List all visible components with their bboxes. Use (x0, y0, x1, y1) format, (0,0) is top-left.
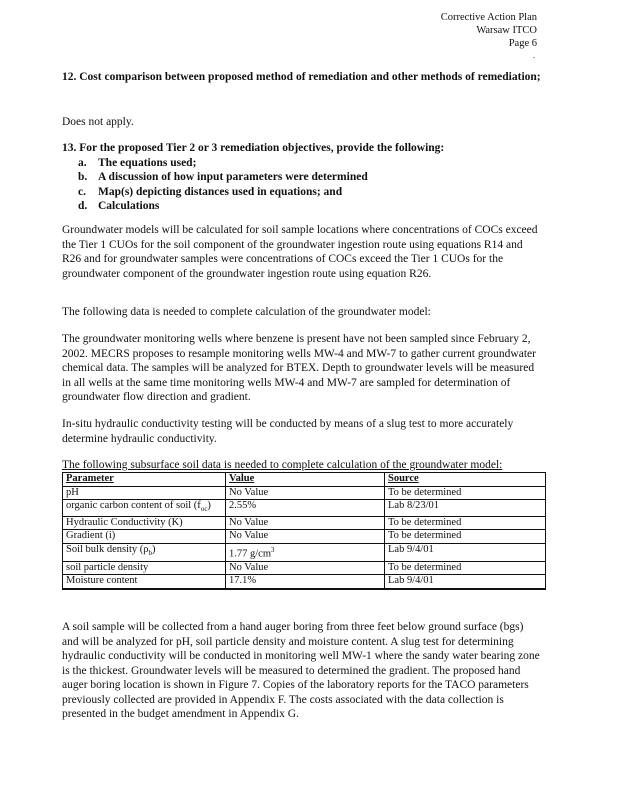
list-item: c. Map(s) depicting distances used in equations; and (78, 185, 343, 198)
cell-parameter: Moisture content (63, 575, 226, 589)
cell-source: To be determined (385, 530, 546, 544)
cell-value: No Value (226, 486, 385, 500)
paragraph-soil-sample: A soil sample will be collected from a hand auger boring from three feet below ground surface (bgs) and will be analyzed for pH, soil particle density and moisture content. A slug test for determining hydraulic conductivity will be conducted in monitoring well MW-1 where the sandy water bearing zone is the thickest. Groundwater levels will be measured to determined the gradient. The proposed hand auger boring location is shown in Figure 7. Copies of the laboratory reports for the TACO parameters previously collected are provided in Appendix F. The costs associated with the data collection is presented in the budget amendment in Appendix G. (62, 621, 540, 720)
table-caption: The following subsurface soil data is needed to complete calculation of the groundwater model: (62, 459, 503, 471)
cell-value: 17.1% (226, 575, 385, 589)
table-row (63, 561, 546, 575)
cell-parameter: soil particle density (63, 561, 226, 575)
column-header-value: Value (226, 473, 385, 487)
stray-mark: . (533, 51, 535, 60)
column-header-parameter: Parameter (63, 473, 226, 487)
cell-value: No Value (226, 516, 385, 530)
table-row (63, 486, 546, 500)
cell-parameter: organic carbon content of soil $(f_{oc})$ (63, 500, 226, 517)
table-row (63, 500, 546, 517)
cell-parameter: pH (63, 486, 226, 500)
page-header (441, 11, 537, 50)
table-row (63, 516, 546, 530)
section-13 (62, 141, 542, 214)
cell-source: Lab 9/4/01 (385, 543, 546, 561)
cell-value: No Value (226, 561, 385, 575)
cell-source: To be determined (385, 486, 546, 500)
cell-value: 2.55% (226, 500, 385, 517)
cell-source: Lab 8/23/01 (385, 500, 546, 517)
header-site: Warsaw ITCO (476, 25, 537, 36)
table-row (63, 575, 546, 589)
cell-source: To be determined (385, 561, 546, 575)
cell-value: 1.77 $g/cm^3$ (226, 543, 385, 561)
header-title: Corrective Action Plan (440, 12, 537, 23)
soil-data-table (62, 472, 546, 590)
cell-parameter: Hydraulic Conductivity (K) (63, 516, 226, 530)
list-item: d. Calculations (78, 200, 160, 212)
table-header-row (63, 473, 546, 487)
cell-value: No Value (226, 530, 385, 544)
section-13-list (62, 156, 542, 214)
cell-source: To be determined (385, 516, 546, 530)
header-page-number: Page 6 (508, 38, 537, 49)
cell-source: Lab 9/4/01 (385, 575, 546, 589)
cell-parameter: Soil bulk density $(\rho_b)$ (63, 543, 226, 561)
table-row (63, 530, 546, 544)
paragraph-groundwater-models: Groundwater models will be calculated for soil sample locations where concentrations of COCs exceed the Tier 1 CUOs for the soil component of the groundwater ingestion route using equations R14 and R26 and for groundwater samples were concentrations of COCs exceed the Tier 1 CUOs for the groundwater component of the groundwater ingestion route using equation R26. (62, 224, 538, 280)
list-item: a. The equations used; (78, 156, 197, 169)
paragraph-resampling: The groundwater monitoring wells where benzene is present have not been sampled since February 2, 2002. MECRS proposes to resample monitoring wells MW-4 and MW-7 to gather current groundwater chemical data. The samples will be analyzed for BTEX. Depth to groundwater levels will be measured in all wells at the same time monitoring wells MW-4 and MW-7 are sampled for determination of groundwater flow direction and gradient. (62, 333, 536, 403)
table-row (63, 543, 546, 561)
column-header-source: Source (385, 473, 546, 487)
list-item: b. A discussion of how input parameters were determined (78, 171, 368, 183)
section-12-heading: 12. Cost comparison between proposed method of remediation and other methods of remediation; (62, 71, 541, 83)
section-12-answer: Does not apply. (62, 116, 134, 128)
cell-parameter: Gradient (i) (63, 530, 226, 544)
section-13-heading: 13. For the proposed Tier 2 or 3 remediation objectives, provide the following: (62, 142, 445, 154)
paragraph-data-needed: The following data is needed to complete calculation of the groundwater model: (62, 306, 431, 318)
paragraph-slug-test: In-situ hydraulic conductivity testing will be conducted by means of a slug test to more accurately determine hydraulic conductivity. (62, 418, 514, 445)
